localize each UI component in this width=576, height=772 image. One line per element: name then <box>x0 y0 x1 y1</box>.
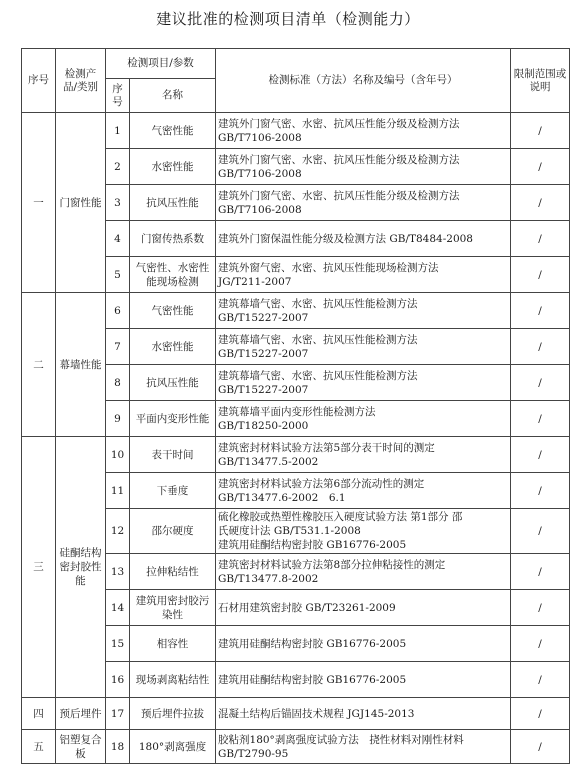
standard-line: 建筑密封材料试验方法第5部分表干时间的测定 <box>218 441 435 454</box>
item-no: 2 <box>106 149 130 185</box>
standard-line: 建筑用硅酮结构密封胶 GB16776-2005 <box>218 539 407 551</box>
standard-line: 建筑外门窗气密、水密、抗风压性能分级及检测方法 <box>218 117 460 130</box>
item-standard <box>216 730 511 764</box>
item-no: 1 <box>106 113 130 149</box>
item-no: 15 <box>106 626 130 662</box>
standard-line: GB/T13477.8-2002 <box>218 572 319 585</box>
standard-line: 建筑用硅酮结构密封胶 GB16776-2005 <box>218 673 407 686</box>
standard-line: GB/T13477.5-2002 <box>218 455 319 468</box>
header-limit: 限制范围或说明 <box>511 49 570 113</box>
item-name: 邵尔硬度 <box>130 509 216 554</box>
item-standard <box>216 626 511 662</box>
header-product: 检测产品/类别 <box>56 49 106 113</box>
item-limit: / <box>511 149 570 185</box>
item-no: 10 <box>106 437 130 473</box>
item-limit: / <box>511 590 570 626</box>
item-no: 14 <box>106 590 130 626</box>
item-limit: / <box>511 185 570 221</box>
item-name: 气密性能 <box>130 293 216 329</box>
standard-line: GB/T7106-2008 <box>218 131 302 144</box>
standard-line: 建筑幕墙平面内变形性能检测方法 <box>218 405 376 418</box>
item-name: 平面内变形性能 <box>130 401 216 437</box>
item-limit: / <box>511 257 570 293</box>
standard-line: 石材用建筑密封胶 GB/T23261-2009 <box>218 601 396 614</box>
item-no: 18 <box>106 730 130 764</box>
standard-line: 氏硬度计法 GB/T531.1-2008 <box>218 525 361 537</box>
item-standard <box>216 590 511 626</box>
table-header <box>22 49 570 113</box>
table-row <box>22 698 570 730</box>
header-seq: 序号 <box>22 49 56 113</box>
group-seq: 一 <box>22 113 56 293</box>
item-no: 9 <box>106 401 130 437</box>
standard-line: 建筑外门窗气密、水密、抗风压性能分级及检测方法 <box>218 189 460 202</box>
item-limit: / <box>511 730 570 764</box>
group-category: 铝塑复合板 <box>56 730 106 764</box>
standard-line: GB/T7106-2008 <box>218 167 302 180</box>
item-standard <box>216 293 511 329</box>
group-seq: 五 <box>22 730 56 764</box>
item-name: 表干时间 <box>130 437 216 473</box>
standard-line: GB/T18250-2000 <box>218 419 309 432</box>
item-name: 抗风压性能 <box>130 185 216 221</box>
standard-line: 硫化橡胶或热塑性橡胶压入硬度试验方法 第1部分 邵 <box>218 511 463 523</box>
standard-line: 建筑密封材料试验方法第8部分拉伸粘接性的测定 <box>218 558 446 571</box>
item-limit: / <box>511 293 570 329</box>
standard-line: 建筑外窗气密、水密、抗风压性能现场检测方法 <box>218 261 439 274</box>
standard-line: 建筑外门窗保温性能分级及检测方法 GB/T8484-2008 <box>218 232 473 245</box>
item-no: 5 <box>106 257 130 293</box>
group-seq: 四 <box>22 698 56 730</box>
standard-line: GB/T15227-2007 <box>218 383 309 396</box>
item-standard <box>216 329 511 365</box>
item-no: 4 <box>106 221 130 257</box>
group-category: 门窗性能 <box>56 113 106 293</box>
item-name: 拉伸粘结性 <box>130 554 216 590</box>
standard-line: GB/T2790-95 <box>218 747 289 760</box>
table-row <box>22 293 570 329</box>
standard-line: 建筑幕墙气密、水密、抗风压性能检测方法 <box>218 369 418 382</box>
standard-line: GB/T15227-2007 <box>218 347 309 360</box>
item-name: 气密性能 <box>130 113 216 149</box>
item-name: 建筑用密封胶污染性 <box>130 590 216 626</box>
item-limit: / <box>511 698 570 730</box>
item-limit: / <box>511 473 570 509</box>
item-standard <box>216 113 511 149</box>
item-limit: / <box>511 365 570 401</box>
item-name: 水密性能 <box>130 329 216 365</box>
standard-line: 建筑幕墙气密、水密、抗风压性能检测方法 <box>218 297 418 310</box>
item-standard <box>216 509 511 554</box>
standard-line: JG/T211-2007 <box>218 275 292 288</box>
table-row <box>22 730 570 764</box>
capability-table <box>21 48 570 764</box>
item-standard <box>216 365 511 401</box>
item-no: 11 <box>106 473 130 509</box>
standard-line: 建筑外门窗气密、水密、抗风压性能分级及检测方法 <box>218 153 460 166</box>
item-limit: / <box>511 113 570 149</box>
item-name: 现场剥离粘结性 <box>130 662 216 698</box>
item-no: 12 <box>106 509 130 554</box>
group-category: 预后埋件 <box>56 698 106 730</box>
group-category: 幕墙性能 <box>56 293 106 437</box>
item-standard <box>216 221 511 257</box>
item-name: 相容性 <box>130 626 216 662</box>
header-standard: 检测标准（方法）名称及编号（含年号） <box>216 49 511 113</box>
item-no: 17 <box>106 698 130 730</box>
item-standard <box>216 662 511 698</box>
item-no: 8 <box>106 365 130 401</box>
table-row <box>22 113 570 149</box>
standard-line: GB/T7106-2008 <box>218 203 302 216</box>
item-standard <box>216 698 511 730</box>
standard-line: GB/T15227-2007 <box>218 311 309 324</box>
item-name: 抗风压性能 <box>130 365 216 401</box>
item-name: 门窗传热系数 <box>130 221 216 257</box>
item-no: 7 <box>106 329 130 365</box>
item-standard <box>216 473 511 509</box>
item-limit: / <box>511 554 570 590</box>
standard-line: 混凝土结构后锚固技术规程 JGJ145-2013 <box>218 707 415 720</box>
header-item-no: 序号 <box>106 79 130 113</box>
item-name: 水密性能 <box>130 149 216 185</box>
item-no: 13 <box>106 554 130 590</box>
table-body <box>22 113 570 764</box>
item-limit: / <box>511 437 570 473</box>
item-limit: / <box>511 401 570 437</box>
item-name: 气密性、水密性能现场检测 <box>130 257 216 293</box>
item-limit: / <box>511 662 570 698</box>
standard-line: 胶粘剂180°剥离强度试验方法 挠性材料对刚性材料 <box>218 733 464 746</box>
item-name: 180°剥离强度 <box>130 730 216 764</box>
table-row <box>22 437 570 473</box>
header-item-name: 名称 <box>130 79 216 113</box>
item-name: 预后埋件拉拔 <box>130 698 216 730</box>
item-no: 3 <box>106 185 130 221</box>
standard-line: GB/T13477.6-2002 6.1 <box>218 491 346 504</box>
group-category: 硅酮结构密封胶性能 <box>56 437 106 698</box>
standard-line: 建筑幕墙气密、水密、抗风压性能检测方法 <box>218 333 418 346</box>
item-no: 6 <box>106 293 130 329</box>
item-standard <box>216 149 511 185</box>
item-standard <box>216 437 511 473</box>
item-limit: / <box>511 329 570 365</box>
item-name: 下垂度 <box>130 473 216 509</box>
item-limit: / <box>511 626 570 662</box>
item-no: 16 <box>106 662 130 698</box>
group-seq: 二 <box>22 293 56 437</box>
item-limit: / <box>511 221 570 257</box>
header-item-group: 检测项目/参数 <box>106 49 216 79</box>
item-standard <box>216 257 511 293</box>
group-seq: 三 <box>22 437 56 698</box>
item-standard <box>216 554 511 590</box>
item-limit: / <box>511 509 570 554</box>
standard-line: 建筑密封材料试验方法第6部分流动性的测定 <box>218 477 425 490</box>
standard-line: 建筑用硅酮结构密封胶 GB16776-2005 <box>218 637 407 650</box>
item-standard <box>216 185 511 221</box>
page-title: 建议批准的检测项目清单（检测能力） <box>156 10 420 28</box>
item-standard <box>216 401 511 437</box>
